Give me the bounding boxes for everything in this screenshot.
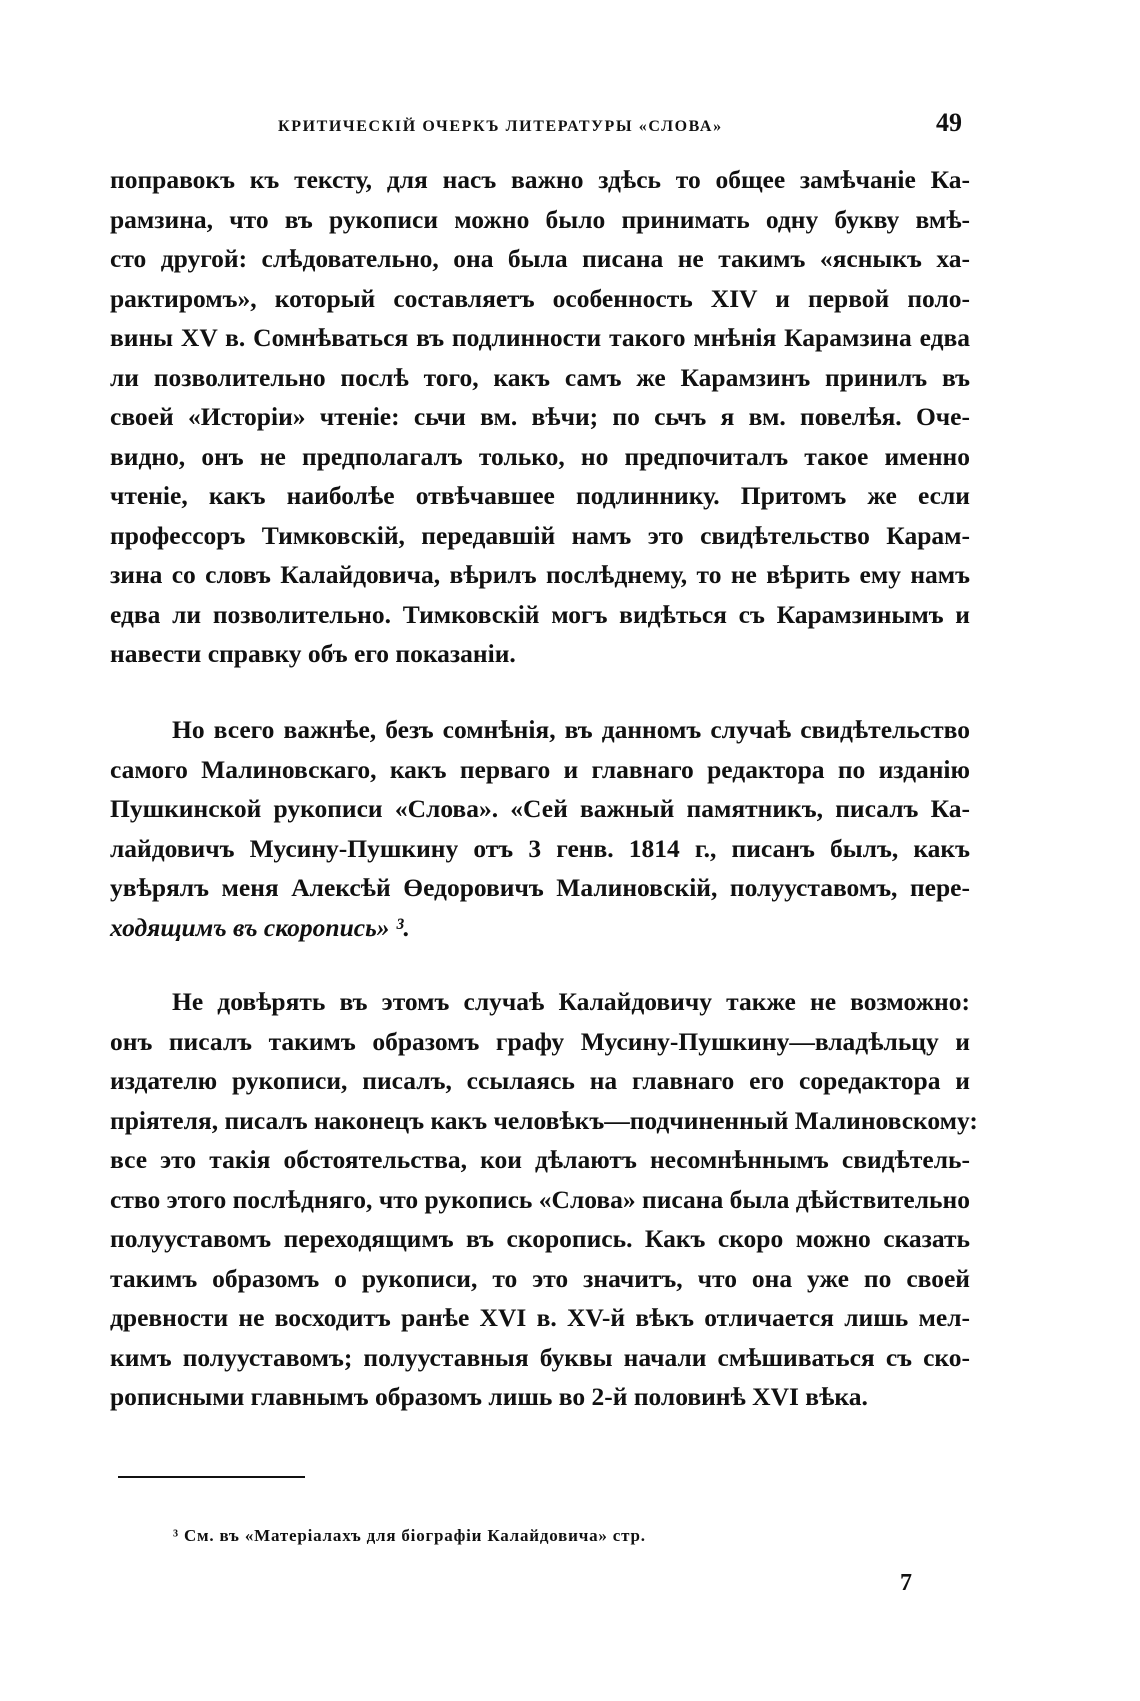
text-line: древности не восходитъ ранѣе XVI в. XV-й вѣкъ отличается лишь мел- xyxy=(110,1303,970,1332)
text-line: своей «Исторіи» чтеніе: сьчи вм. вѣчи; по сьчъ я вм. повелѣя. Оче- xyxy=(110,402,970,431)
text-line: навести справку объ его показаніи. xyxy=(110,639,516,668)
page-number: 49 xyxy=(936,108,962,137)
running-title: КРИТИЧЕСКІЙ ОЧЕРКЪ ЛИТЕРАТУРЫ «СЛОВА» xyxy=(278,118,723,135)
text-line: сто другой: слѣдовательно, она была писана не такимъ «ясныкъ ха- xyxy=(110,244,970,273)
text-line: увѣрялъ меня Алексѣй Өедоровичъ Малиновскій, полууставомъ, пере- xyxy=(110,873,970,902)
text-line: вины XV в. Сомнѣваться въ подлинности такого мнѣнія Карамзина едва xyxy=(110,323,970,352)
text-line: Пушкинской рукописи «Слова». «Сей важный памятникъ, писалъ Ка- xyxy=(110,794,970,823)
text-line: кимъ полууставомъ; полууставныя буквы начали смѣшиваться съ ско- xyxy=(110,1342,970,1372)
text-line: ходящимъ въ скоропись» ³. xyxy=(110,912,410,942)
text-line: Не довѣрять въ этомъ случаѣ Калайдовичу также не возможно: xyxy=(172,987,970,1016)
text-line: издателю рукописи, писалъ, ссылаясь на главнаго его соредактора и xyxy=(110,1066,970,1095)
text-line: видно, онъ не предполагалъ только, но предпочиталъ такое именно xyxy=(110,441,970,471)
text-line: профессоръ Тимковскій, передавшій намъ это свидѣтельство Карам- xyxy=(110,520,970,550)
footnote: ³ См. въ «Матеріалахъ для біографіи Калайдовича» стр. xyxy=(173,1526,646,1545)
text-line: рописными главнымъ образомъ лишь во 2-й половинѣ XVI вѣка. xyxy=(110,1382,868,1411)
text-line: рактиромъ», который составляетъ особенность XIV и первой поло- xyxy=(110,283,970,313)
text-line: полууставомъ переходящимъ въ скоропись. Какъ скоро можно сказать xyxy=(110,1224,970,1253)
text-line: онъ писалъ такимъ образомъ графу Мусину-Пушкину—владѣльцу и xyxy=(110,1026,970,1056)
text-line: чтеніе, какъ наиболѣе отвѣчавшее подлиннику. Притомъ же если xyxy=(110,481,970,510)
paragraph-1 xyxy=(110,160,970,674)
paragraph-2 xyxy=(110,710,970,947)
text-line: такимъ образомъ о рукописи, то это значитъ, что она уже по своей xyxy=(110,1263,970,1293)
text-line: рамзина, что въ рукописи можно было принимать одну букву вмѣ- xyxy=(110,204,970,234)
text-line: поправокъ къ тексту, для насъ важно здѣсь то общее замѣчаніе Ка- xyxy=(110,165,970,194)
text-line: все это такія обстоятельства, кои дѣлаютъ несомнѣннымъ свидѣтель- xyxy=(110,1145,970,1174)
text-line: пріятеля, писалъ наконецъ какъ человѣкъ—подчиненный Малиновскому: xyxy=(110,1105,978,1135)
text-line: Но всего важнѣе, безъ сомнѣнія, въ данномъ случаѣ свидѣтельство xyxy=(172,715,970,744)
text-line: лайдовичъ Мусину-Пушкину отъ 3 генв. 1814 г., писанъ былъ, какъ xyxy=(110,833,970,863)
footnote-rule xyxy=(118,1476,305,1478)
text-line: зина со словъ Калайдовича, вѣрилъ послѣднему, то не вѣрить ему намъ xyxy=(110,560,970,589)
signature-mark: 7 xyxy=(900,1570,912,1596)
text-line: ли позволительно послѣ того, какъ самъ же Карамзинъ принилъ въ xyxy=(110,362,970,392)
text-line: ство этого послѣдняго, что рукопись «Слова» писана была дѣйствительно xyxy=(110,1184,970,1214)
text-line: едва ли позволительно. Тимковскій могъ видѣться съ Карамзинымъ и xyxy=(110,599,970,629)
text-line: самого Малиновскаго, какъ перваго и главнаго редактора по изданію xyxy=(110,754,970,784)
paragraph-3 xyxy=(110,982,978,1417)
